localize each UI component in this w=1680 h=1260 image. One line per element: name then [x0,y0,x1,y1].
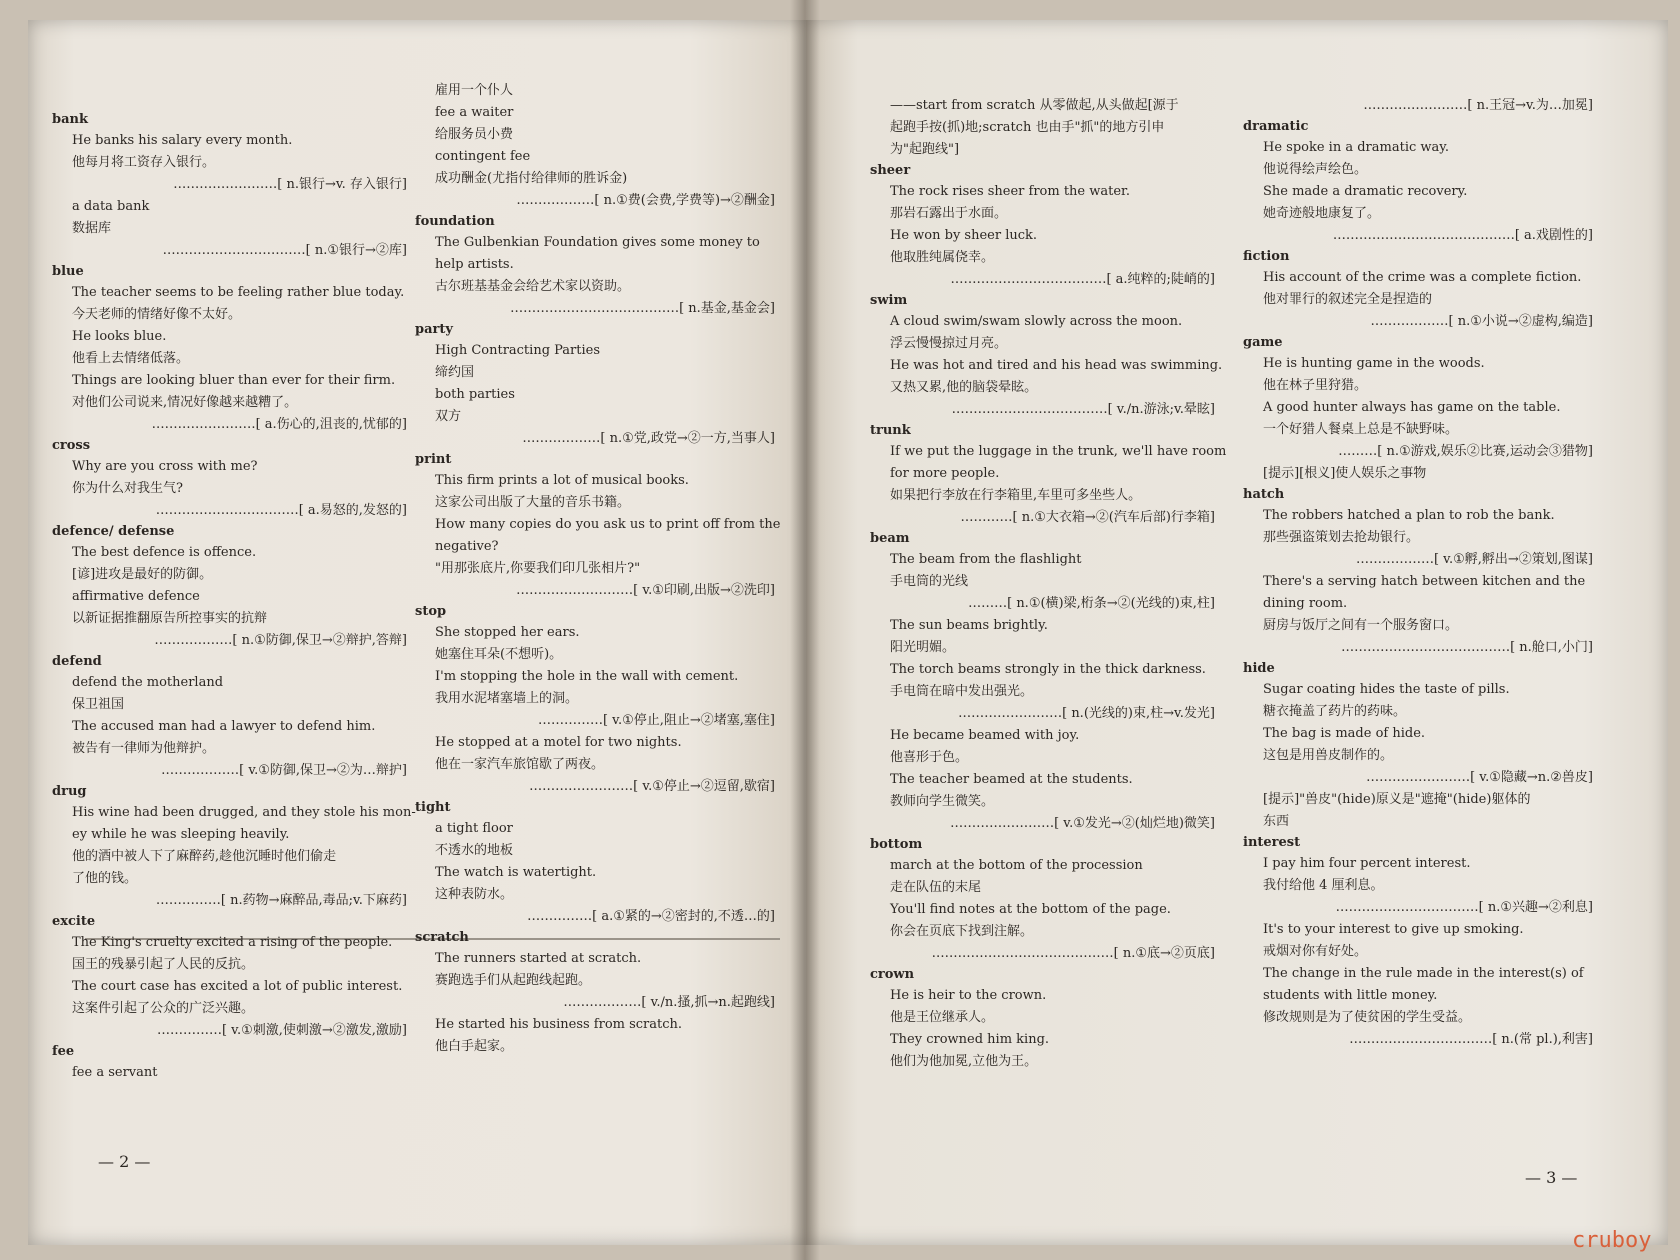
entry-definition: ………[ n.①(横)梁,桁条→②(光线的)束,柱] [968,596,1215,611]
entry-example: Sugar coating hides the taste of pills. [1263,682,1510,697]
entry-definition: ……………………………[ a.易怒的,发怒的] [155,503,407,518]
dictionary-entry [1243,247,1593,333]
entry-example: 手电筒在暗中发出强光。 [890,684,1034,699]
entry-example: 他对罪行的叙述完全是捏造的 [1263,292,1433,307]
entry-example: 东西 [1263,814,1290,829]
entry-definition: ……………………[ n.(光线的)束,柱→v.发光] [958,706,1215,721]
dictionary-entry [415,798,775,928]
dictionary-entry [1243,833,1593,919]
entry-example: He banks his salary every month. [72,133,293,148]
entry-example: I pay him four percent interest. [1263,856,1471,871]
entry-example: 起跑手按(抓)地;scratch 也由手"抓"的地方引申 [890,120,1165,135]
entry-definition: ………………[ n.①党,政党→②一方,当事人] [522,431,775,446]
entry-example: fee a servant [72,1065,158,1080]
entry-example: fee a waiter [435,105,514,120]
entry-definition: ……………………………………[ n.①底→②页底] [931,946,1215,961]
dictionary-entry [52,110,407,196]
entry-headword: foundation [415,214,495,229]
entry-example: 今天老师的情绪好像不太好。 [72,307,242,322]
entry-example: You'll find notes at the bottom of the page. [890,902,1171,917]
left-column-1 [52,110,416,1084]
entry-headword: beam [870,531,910,546]
entry-example: 这家公司出版了大量的音乐书籍。 [435,495,631,510]
left-column-2 [415,80,781,1058]
entry-example: 浮云慢慢掠过月亮。 [890,336,1008,351]
entry-definition: ……………………[ v.①隐藏→n.②兽皮] [1366,770,1593,785]
entry-example: They crowned him king. [890,1032,1050,1047]
dictionary-entry [52,262,407,436]
entry-example: students with little money. [1263,988,1438,1003]
entry-example: 国王的残暴引起了人民的反抗。 [72,957,255,972]
entry-example: 缔约国 [435,365,475,380]
entry-definition: ……………………[ v.①停止→②逗留,歇宿] [529,779,775,794]
entry-example: negative? [435,539,499,554]
watermark-text: cruboy [1572,1228,1652,1253]
entry-example: 他们为他加冕,立他为王。 [890,1054,1038,1069]
entry-example: 又热又累,他的脑袋晕眩。 [890,380,1038,395]
entry-definition: ……………………………[ n.①银行→②库] [162,243,407,258]
entry-example: This firm prints a lot of musical books. [435,473,689,488]
entry-example: march at the bottom of the procession [890,858,1143,873]
entry-definition: ……………[ n.药物→麻醉品,毒品;v.下麻药] [155,893,407,908]
dictionary-entry [870,291,1223,421]
entry-example: 了他的钱。 [72,871,138,886]
entry-headword: fiction [1243,249,1290,264]
dictionary-entry [870,725,1215,835]
entry-example: a data bank [72,199,150,214]
entry-headword: trunk [870,423,911,438]
dictionary-entry [1243,571,1593,659]
dictionary-entry [52,782,416,912]
entry-headword: interest [1243,835,1301,850]
entry-example: ey while he was sleeping heavily. [72,827,290,842]
entry-example: 你为什么对我生气? [72,481,183,496]
entry-example: She made a dramatic recovery. [1263,184,1468,199]
entry-definition: ………………[ v./n.搔,抓→n.起跑线] [563,995,775,1010]
entry-example: He is heir to the crown. [890,988,1047,1003]
dictionary-entry [415,1014,775,1058]
entry-headword: defend [52,654,102,669]
entry-example: 保卫祖国 [72,697,125,712]
dictionary-entry [1243,485,1593,571]
entry-example: He won by sheer luck. [890,228,1038,243]
page-number-left: — 2 — [98,1152,151,1171]
entry-headword: tight [415,800,451,815]
dictionary-entry [415,450,781,602]
entry-example: 走在队伍的末尾 [890,880,982,895]
entry-example: 双方 [435,409,462,424]
entry-example: 他取胜纯属侥幸。 [890,250,995,265]
entry-definition: ……………………[ n.银行→v. 存入银行] [173,177,407,192]
dictionary-entry [52,652,407,782]
dictionary-entry [870,835,1215,965]
entry-headword: game [1243,335,1283,350]
entry-example: There's a serving hatch between kitchen and the [1263,574,1586,589]
entry-headword: cross [52,438,91,453]
dictionary-entry [1243,463,1593,485]
entry-example: 他说得绘声绘色。 [1263,162,1368,177]
entry-example: both parties [435,387,515,402]
entry-headword: dramatic [1243,119,1309,134]
entry-example: The Gulbenkian Foundation gives some money to [435,235,760,250]
entry-definition: ……………………[ v.①发光→②(灿烂地)微笑] [950,816,1215,831]
entry-example: [提示][根义]使人娱乐之事物 [1263,466,1427,481]
entry-headword: scratch [415,930,469,945]
dictionary-entry [870,965,1215,1073]
entry-headword: hide [1243,661,1275,676]
entry-example: The court case has excited a lot of public interest. [72,979,403,994]
dictionary-entry [1243,919,1593,1051]
entry-example: The robbers hatched a plan to rob the bank. [1263,508,1555,523]
dictionary-entry [52,436,407,522]
entry-example: High Contracting Parties [435,343,601,358]
entry-definition: ………………………………[ v./n.游泳;v.晕眩] [951,402,1215,417]
entry-example: He spoke in a dramatic way. [1263,140,1450,155]
entry-example: 你会在页底下找到注解。 [890,924,1034,939]
entry-example: 赛跑选手们从起跑线起跑。 [435,973,592,988]
entry-definition: ………………[ v.①防御,保卫→②为…辩护] [161,763,407,778]
entry-example: The sun beams brightly. [890,618,1048,633]
entry-headword: swim [870,293,908,308]
entry-example: Things are looking bluer than ever for their firm. [72,373,396,388]
entry-headword: stop [415,604,447,619]
entry-definition: …………………………………[ n.基金,基金会] [510,301,775,316]
entry-example: 戒烟对你有好处。 [1263,944,1368,959]
book-spine [790,0,820,1260]
entry-headword: bottom [870,837,923,852]
entry-headword: excite [52,914,96,929]
entry-example: [提示]"兽皮"(hide)原义是"遮掩"(hide)躯体的 [1263,792,1531,807]
entry-example: The change in the rule made in the interest(s) of [1263,966,1584,981]
entry-example: His wine had been drugged, and they stole his mon- [72,805,416,820]
entry-example: 如果把行李放在行李箱里,车里可多坐些人。 [890,488,1142,503]
entry-example: 修改规则是为了使贫困的学生受益。 [1263,1010,1472,1025]
entry-example: 她奇迹般地康复了。 [1263,206,1381,221]
entry-example: ——start from scratch 从零做起,从头做起[源于 [890,98,1179,113]
entry-example: 他的酒中被人下了麻醉药,趁他沉睡时他们偷走 [72,849,337,864]
entry-definition: ……………………………………[ a.戏剧性的] [1332,228,1593,243]
entry-headword: defence/ defense [52,524,175,539]
entry-headword: print [415,452,452,467]
dictionary-entry [870,529,1215,615]
entry-definition: ……………[ v.①刺激,使刺激→②激发,激励] [156,1023,407,1038]
entry-headword: party [415,322,453,337]
entry-example: 他在一家汽车旅馆歇了两夜。 [435,757,605,772]
entry-example: "用那张底片,你要我们印几张相片?" [435,561,641,576]
dictionary-entry [1243,95,1593,117]
entry-example: 阳光明媚。 [890,640,956,655]
entry-example: He became beamed with joy. [890,728,1080,743]
dictionary-entry [870,161,1215,291]
entry-headword: fee [52,1044,75,1059]
entry-example: The runners started at scratch. [435,951,642,966]
entry-example: 古尔班基基金会给艺术家以资助。 [435,279,631,294]
dictionary-entry [415,928,775,1014]
entry-definition: ……………[ v.①停止,阻止→②堵塞,塞住] [537,713,775,728]
entry-example: 一个好猎人餐桌上总是不缺野味。 [1263,422,1459,437]
entry-example: 给服务员小费 [435,127,514,142]
entry-definition: ………………[ n.①小说→②虚构,编造] [1370,314,1593,329]
entry-example: contingent fee [435,149,531,164]
entry-example: 他白手起家。 [435,1039,514,1054]
dictionary-entry [415,212,775,320]
entry-headword: bank [52,112,88,127]
dictionary-entry [52,522,407,652]
entry-headword: hatch [1243,487,1285,502]
dictionary-entry [1243,117,1593,247]
entry-example: 以新证据推翻原告所控事实的抗辩 [72,611,268,626]
entry-definition: ………………[ n.①费(会费,学费等)→②酬金] [516,193,775,208]
entry-example: 他喜形于色。 [890,750,969,765]
dictionary-entry [1243,659,1593,789]
entry-definition: ………………………………[ a.纯粹的;陡峭的] [950,272,1215,287]
dictionary-entry [415,602,775,732]
entry-example: 不透水的地板 [435,843,514,858]
entry-example: It's to your interest to give up smoking. [1263,922,1524,937]
entry-example: 我用水泥堵塞墙上的洞。 [435,691,579,706]
entry-example: 他是王位继承人。 [890,1010,995,1025]
entry-example: 雇用一个仆人 [435,83,514,98]
dictionary-entry [52,1042,407,1084]
entry-example: The teacher seems to be feeling rather blue today. [72,285,405,300]
entry-example: The watch is watertight. [435,865,597,880]
entry-example: He stopped at a motel for two nights. [435,735,682,750]
entry-definition: …………………………………[ n.舱口,小门] [1341,640,1593,655]
entry-example: 这案件引起了公众的广泛兴趣。 [72,1001,255,1016]
dictionary-entry [52,912,407,1042]
entry-definition: ………………[ v.①孵,孵出→②策划,图谋] [1355,552,1593,567]
entry-example: 我付给他 4 厘利息。 [1263,878,1384,893]
dictionary-entry [415,320,775,450]
entry-example: The bag is made of hide. [1263,726,1426,741]
entry-example: a tight floor [435,821,513,836]
entry-example: 她塞住耳朵(不想听)。 [435,647,563,662]
entry-example: The accused man had a lawyer to defend him. [72,719,376,734]
entry-definition: ……………………[ n.王冠→v.为…加冕] [1363,98,1593,113]
entry-example: defend the motherland [72,675,224,690]
dictionary-entry [415,80,775,212]
entry-example: His account of the crime was a complete fiction. [1263,270,1582,285]
entry-headword: drug [52,784,87,799]
dictionary-entry [870,421,1227,529]
entry-example: A cloud swim/swam slowly across the moon. [890,314,1183,329]
entry-example: 成功酬金(尤指付给律师的胜诉金) [435,171,628,186]
entry-definition: …………[ n.①大衣箱→②(汽车后部)行李箱] [960,510,1215,525]
page-number-right: — 3 — [1525,1168,1578,1187]
entry-example: 这种表防水。 [435,887,514,902]
entry-definition: ……………………………[ n.(常 pl.),利害] [1349,1032,1593,1047]
entry-example: I'm stopping the hole in the wall with cement. [435,669,739,684]
entry-example: 那些强盗策划去抢劫银行。 [1263,530,1420,545]
entry-example: 教师向学生微笑。 [890,794,995,809]
entry-example: 他每月将工资存入银行。 [72,155,216,170]
entry-example: [谚]进攻是最好的防御。 [72,567,213,582]
entry-example: If we put the luggage in the trunk, we'll have room [890,444,1227,459]
entry-headword: blue [52,264,84,279]
dictionary-entry [870,95,1215,161]
entry-example: The best defence is offence. [72,545,257,560]
dictionary-entry [415,732,775,798]
entry-example: A good hunter always has game on the table. [1263,400,1561,415]
entry-headword: sheer [870,163,911,178]
entry-example: affirmative defence [72,589,200,604]
entry-example: Why are you cross with me? [72,459,258,474]
entry-example: dining room. [1263,596,1348,611]
right-column-2 [1243,95,1593,1051]
dictionary-entry [1243,789,1593,833]
entry-example: 他看上去情绪低落。 [72,351,190,366]
entry-example: 手电筒的光线 [890,574,969,589]
entry-example: The torch beams strongly in the thick darkness. [890,662,1206,677]
entry-definition: ………………………[ v.①印刷,出版→②洗印] [516,583,775,598]
entry-example: He started his business from scratch. [435,1017,683,1032]
dictionary-entry [1243,333,1593,463]
entry-definition: ……………[ a.①紧的→②密封的,不透…的] [527,909,775,924]
entry-example: 厨房与饭厅之间有一个服务窗口。 [1263,618,1459,633]
entry-example: 他在林子里狩猎。 [1263,378,1368,393]
entry-headword: crown [870,967,915,982]
entry-definition: ………………[ n.①防御,保卫→②辩护,答辩] [154,633,407,648]
entry-example: The beam from the flashlight [890,552,1082,567]
entry-example: 那岩石露出于水面。 [890,206,1008,221]
entry-example: 糖衣掩盖了药片的药味。 [1263,704,1407,719]
entry-example: He was hot and tired and his head was swimming. [890,358,1223,373]
entry-definition: ………[ n.①游戏,娱乐②比赛,运动会③猎物] [1338,444,1593,459]
entry-example: 这包是用兽皮制作的。 [1263,748,1394,763]
entry-example: help artists. [435,257,514,272]
entry-definition: ……………………[ a.伤心的,沮丧的,忧郁的] [151,417,407,432]
entry-example: 被告有一律师为他辩护。 [72,741,216,756]
entry-example: 为"起跑线"] [890,142,960,157]
entry-example: The teacher beamed at the students. [890,772,1133,787]
entry-example: He is hunting game in the woods. [1263,356,1485,371]
dictionary-entry [870,615,1215,725]
entry-example: The rock rises sheer from the water. [890,184,1130,199]
right-column-1 [870,95,1227,1073]
entry-definition: ……………………………[ n.①兴趣→②利息] [1335,900,1593,915]
entry-example: for more people. [890,466,1000,481]
entry-example: How many copies do you ask us to print off from the [435,517,781,532]
dictionary-entry [52,196,407,262]
entry-example: The King's cruelty excited a rising of the people. [72,935,393,950]
entry-example: He looks blue. [72,329,167,344]
entry-example: 数据库 [72,221,112,236]
entry-example: 对他们公司说来,情况好像越来越糟了。 [72,395,298,410]
entry-example: She stopped her ears. [435,625,580,640]
